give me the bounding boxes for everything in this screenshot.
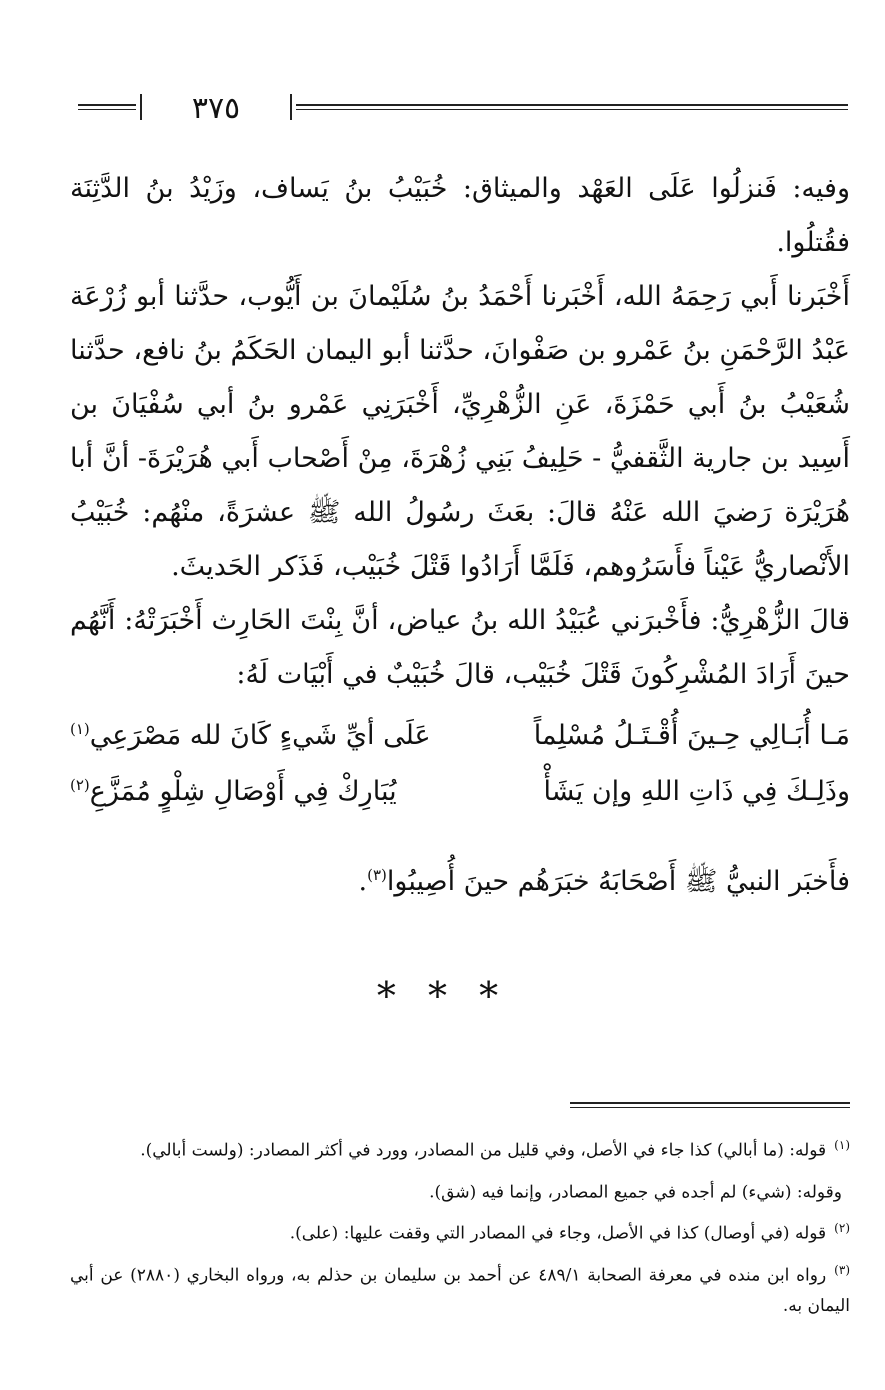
verse-line [70,720,850,770]
footnote-text: وقوله: (شيء) لم أجده في جميع المصادر، وإنما فيه (شق). [429,1182,842,1203]
footnote-marker: (٣) [834,1262,850,1277]
footnote-marker: (٢) [834,1221,850,1236]
running-header [78,92,848,132]
footnote [70,1172,850,1208]
footnote-reference: (٣) [367,866,387,884]
closing-period: . [358,866,368,897]
main-text [70,162,850,702]
verse-hemistich-second: عَلَى أيِّ شَيءٍ كَانَ لله مَصْرَعِي$^{(١)}$ [70,720,431,751]
footnote-text: قوله: (ما أبالي) كذا جاء في الأصل، وفي قليل من المصادر، وورد في أكثر المصادر: (ولست أبالي). [140,1140,827,1161]
header-rule-left [78,104,136,110]
verse-line [70,776,850,826]
verse-hemistich-first: وذَلِـكَ فِي ذَاتِ اللهِ وإن يَشَأْ [543,776,850,807]
footnote-marker: (١) [834,1138,850,1152]
header-divider-left [140,94,142,120]
paragraph: قالَ الزُّهْرِيُّ: فأَخْبرَني عُبَيْدُ الله بنُ عياض، أنَّ بِنْتَ الحَارِث أَخْبَرَتْهُ: أَنَّهُم حينَ أَرَادَ المُشْرِكُونَ قَتْلَ خُبَيْب، قالَ خُبَيْبٌ في أَبْيَات لَهُ: [70,605,850,690]
footnote-rule [570,1102,850,1108]
footnote-reference: (١) [70,720,90,738]
header-divider-right [290,94,292,120]
section-separator: * * * [376,974,509,1018]
footnotes [70,1130,850,1327]
page-number: ٣٧٥ [191,91,241,126]
footnote [70,1213,850,1249]
verse-hemistich-first: مَـا أُبَـالِي حِـينَ أُقْـتَـلُ مُسْلِماً [533,720,850,751]
footnote-reference: (٢) [70,776,90,794]
footnote [70,1130,850,1166]
footnote [70,1255,850,1321]
footnote-text: قوله (في أوصال) كذا في الأصل، وجاء في المصادر التي وقفت عليها: (على). [289,1223,827,1244]
footnote-text: رواه ابن منده في معرفة الصحابة ٤٨٩/١ عن أحمد بن سليمان بن حذلم به، ورواه البخاري (٢٨٨٠) عن أبي اليمان به. [70,1265,850,1316]
paragraph: أَخْبَرنا أَبي رَحِمَهُ الله، أَخْبَرنا أَحْمَدُ بنُ سُلَيْمانَ بن أَيُّوب، حدَّثنا أبو زُرْعَة عَبْدُ الرَّحْمَنِ بنُ عَمْرو بن صَفْوانَ، حدَّثنا أبو اليمان الحَكَمُ بنُ نافع، حدَّثنا شُعَيْبُ بنُ أَبي حَمْزَةَ، عَنِ الزُّهْرِيِّ، أَخْبَرَنِي عَمْرو بنُ أبي سُفْيَانَ بن أَسِيد بن جارية الثَّقفيُّ - حَلِيفُ بَنِي زُهْرَةَ، مِنْ أَصْحاب أَبي هُرَيْرَةَ- أنَّ أبا هُرَيْرَة رَضيَ الله عَنْهُ قالَ: بعَثَ رسُولُ الله ﷺ عشرَةً، منْهُم: خُبَيْبُ الأَنْصاريُّ عَيْناً فأَسَرُوهم، فَلَمَّا أَرَادُوا قَتْلَ خُبَيْب، فَذَكر الحَديثَ. [70,281,850,582]
paragraph: وفيه: فَنزلُوا عَلَى العَهْد والميثاق: خُبَيْبُ بنُ يَساف، وزَيْدُ بنُ الدَّثِنَة فقُتلُوا. [70,173,850,258]
verse-hemistich-second: يُبَارِكْ فِي أَوْصَالِ شِلْوٍ مُمَزَّعِ$^{(٢)}$ [70,776,397,807]
closing-text: فأَخبَر النبيُّ ﷺ أَصْحَابَهُ خبَرَهُم حينَ أُصِيبُوا [386,866,850,897]
closing-paragraph [70,848,850,909]
header-rule-right [296,104,848,110]
